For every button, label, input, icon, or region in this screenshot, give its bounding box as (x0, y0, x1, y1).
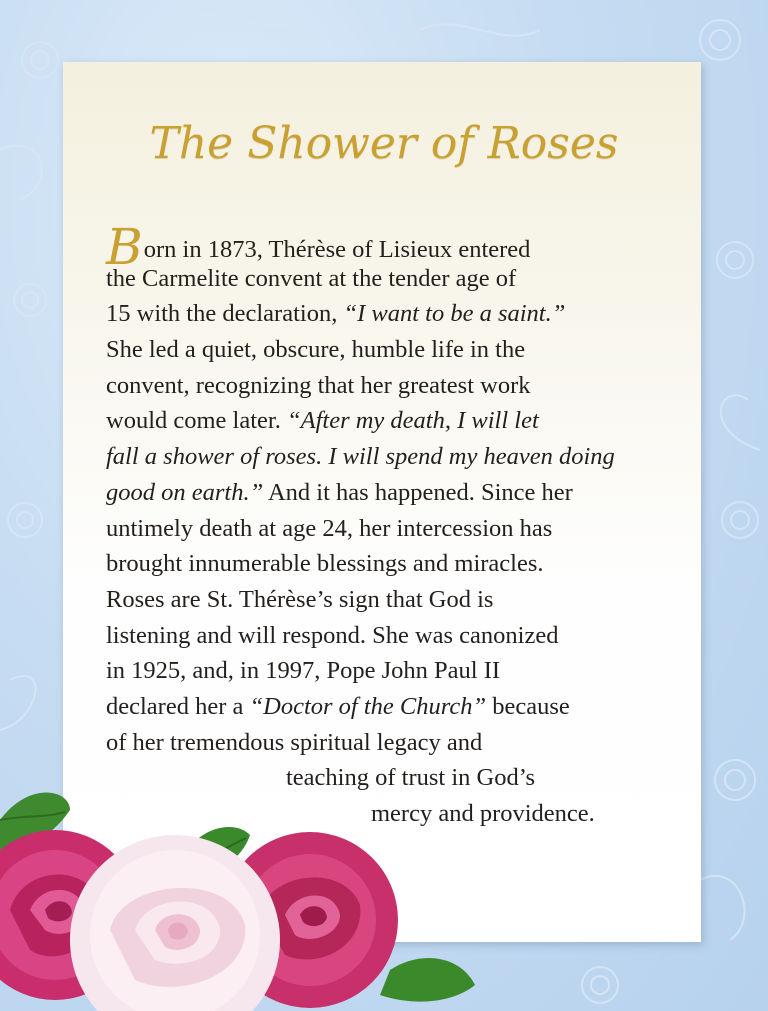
italic-quote: “I want to be a saint.” (343, 300, 566, 328)
leaf-icon (380, 958, 475, 1002)
text-run: the Carmelite convent at the tender age of (106, 264, 517, 292)
text-line (106, 296, 666, 332)
text-line (106, 439, 666, 475)
text-line (106, 511, 666, 547)
italic-quote: “Doctor of the Church” (249, 692, 487, 720)
text-run: And it has happened. Since her (263, 478, 573, 506)
italic-quote: good on earth.” (106, 478, 264, 506)
italic-quote: “After my death, I will let (286, 407, 539, 435)
text-run: listening and will respond. She was canonized (106, 621, 559, 649)
text-run: She led a quiet, obscure, humble life in the (106, 336, 526, 364)
text-line (106, 725, 666, 761)
text-line (106, 368, 666, 404)
text-line (106, 546, 666, 582)
text-line (106, 261, 666, 297)
text-run: teaching of trust in God’s (286, 764, 536, 792)
text-run: Roses are St. Thérèse’s sign that God is (106, 585, 494, 613)
drop-cap: B (106, 218, 143, 276)
text-run: mercy and providence. (371, 800, 595, 827)
text-line (106, 618, 666, 654)
text-line (106, 218, 666, 276)
text-line (106, 403, 666, 439)
text-line (106, 332, 666, 368)
body-text (106, 218, 666, 832)
text-line (106, 689, 666, 725)
text-run: untimely death at age 24, her intercession has (106, 514, 553, 542)
text-line (106, 475, 666, 511)
text-run: orn in 1873, Thérèse of Lisieux entered (143, 236, 531, 263)
text-run: in 1925, and, in 1997, Pope John Paul II (106, 657, 501, 685)
text-run: brought innumerable blessings and miracles. (106, 550, 544, 578)
text-run: declared her a (106, 692, 250, 720)
roses-illustration (0, 770, 480, 1011)
text-run: 15 with the declaration, (106, 300, 344, 328)
text-line (106, 653, 666, 689)
italic-quote: fall a shower of roses. I will spend my heaven doing (106, 443, 615, 471)
text-run: convent, recognizing that her greatest work (106, 371, 531, 399)
page-title: The Shower of Roses (149, 118, 619, 169)
text-run: of her tremendous spiritual legacy and (106, 728, 483, 756)
text-run: because (486, 692, 570, 720)
text-line (106, 582, 666, 618)
text-run: would come later. (106, 407, 287, 435)
